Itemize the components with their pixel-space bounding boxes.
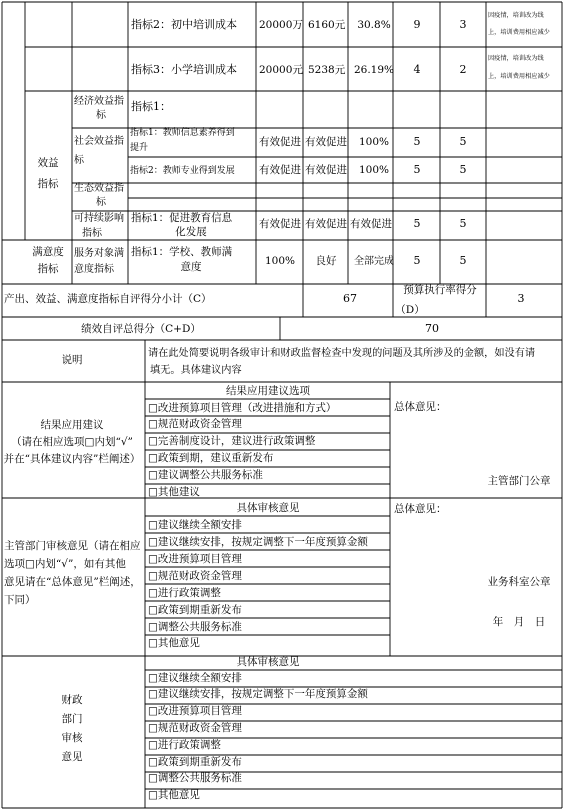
dept-option[interactable]: □政策到期重新发布 <box>148 604 242 616</box>
social-indicator-1-line1: 指标1：教师信息素养得到 <box>130 128 235 138</box>
satisfaction-indicator-line1: 指标1：学校、教师满 <box>131 246 233 258</box>
finance-review-header: 具体审核意见 <box>236 656 300 668</box>
indicator-3-reason-line1: 因疫情，培训改为线 <box>488 55 544 62</box>
subtotal-label: 产出、效益、满意度指标自评得分小计（C） <box>4 293 212 305</box>
finance-option[interactable]: □进行政策调整 <box>148 739 221 751</box>
benefit-group-line1: 效益 <box>37 157 59 169</box>
sustain-rate: 有效促进 <box>350 218 392 230</box>
dept-option[interactable]: □进行政策调整 <box>148 587 221 599</box>
total-label: 绩效自评总得分（C+D） <box>81 323 201 335</box>
output-row-2 <box>131 11 551 36</box>
sustain-indicator-line2: 化发展 <box>175 226 207 238</box>
econ-benefit-label-line1: 经济效益指 <box>74 96 124 107</box>
social-benefit-label-line2: 标 <box>74 155 84 166</box>
indicator-3-rate: 26.19% <box>353 64 395 76</box>
finance-label-line: 意见 <box>61 751 83 763</box>
explanation-section <box>62 346 536 376</box>
indicator-3-target: 20000元 <box>259 64 303 76</box>
sustain-weight: 5 <box>413 217 421 230</box>
sustain-actual: 有效促进 <box>305 218 347 230</box>
result-label-line2: （请在相应选项□内划“√” <box>11 436 133 448</box>
econ-benefit-label-line2: 标 <box>96 110 106 121</box>
dept-label-line2: 选项□内划“√”，如有其他 <box>4 558 126 570</box>
dept-label-line3: 意见请在“总体意见”栏阐述， <box>4 576 141 588</box>
indicator-2-rate: 30.8% <box>357 19 391 31</box>
satisfaction-target: 100% <box>264 255 296 267</box>
social-indicator-1-weight: 5 <box>413 135 421 148</box>
total-value: 70 <box>425 322 439 335</box>
benefit-group-line2: 指标 <box>37 178 59 190</box>
budget-score-value: 3 <box>517 292 525 305</box>
dept-option[interactable]: □规范财政资金管理 <box>148 570 242 582</box>
department-review-section <box>4 501 551 649</box>
finance-label-line: 审核 <box>61 732 83 744</box>
dept-option[interactable]: □建议继续全额安排 <box>148 519 242 531</box>
social-indicator-1-actual: 有效促进 <box>305 136 347 148</box>
result-option[interactable]: □其他建议 <box>148 486 200 498</box>
sustain-label-line2: 指标 <box>82 228 102 239</box>
result-option[interactable]: □规范财政资金管理 <box>148 418 242 430</box>
budget-score-label-line1: 预算执行率得分 <box>403 284 477 296</box>
finance-option[interactable]: □改进预算项目管理 <box>148 705 242 717</box>
satisfaction-rate: 全部完成 <box>354 256 394 267</box>
dept-review-header: 具体审核意见 <box>236 502 300 514</box>
explanation-label: 说明 <box>61 354 83 366</box>
budget-score-label-line2: （D） <box>395 304 425 316</box>
result-application-section <box>4 384 551 498</box>
finance-option[interactable]: □规范财政资金管理 <box>148 722 242 734</box>
indicator-2-reason-line1: 因疫情，培训改为线 <box>488 12 544 19</box>
indicator-2-target: 20000万 <box>259 19 303 31</box>
score-summary <box>4 283 525 335</box>
indicator-3-actual: 5238元 <box>308 64 346 76</box>
dept-overall-opinion: 总体意见： <box>394 503 447 515</box>
sustain-score: 5 <box>459 217 467 230</box>
indicator-3-weight: 4 <box>413 63 421 76</box>
sustain-label-line1: 可持续影响 <box>74 213 124 224</box>
indicator-3-reason-line2: 上，培训费用相应减少 <box>488 73 550 80</box>
indicator-2-reason-line2: 上，培训费用相应减少 <box>488 29 550 36</box>
dept-label-line4: 下同） <box>4 594 36 606</box>
social-indicator-1-rate: 100% <box>358 136 390 148</box>
indicator-3-score: 2 <box>459 63 467 76</box>
result-label-line3: 并在“具体建议内容”栏阐述） <box>3 453 141 465</box>
subtotal-value: 67 <box>343 292 357 305</box>
satisfaction-group-line2: 指标 <box>37 263 59 275</box>
eco-benefit-label-line1: 生态效益指 <box>74 183 124 194</box>
finance-option[interactable]: □政策到期重新发布 <box>148 756 242 768</box>
finance-option[interactable]: □建议继续安排，按规定调整下一年度预算金额 <box>148 688 368 700</box>
explanation-text-line2: 填无。具体建议内容 <box>150 365 242 376</box>
dept-sign-seal: 业务科室公章 <box>487 576 551 588</box>
satisfaction-label-line2: 意度指标 <box>74 264 114 275</box>
result-overall-opinion: 总体意见： <box>394 401 447 413</box>
result-label-line1: 结果应用建议 <box>40 419 104 431</box>
result-option[interactable]: □建议调整公共服务标准 <box>148 469 263 481</box>
dept-option[interactable]: □其他意见 <box>148 637 200 649</box>
finance-review-section <box>62 655 369 801</box>
social-indicator-2-weight: 5 <box>413 163 421 176</box>
indicator-2-weight: 9 <box>413 18 421 31</box>
explanation-text-line1: 请在此处简要说明各级审计和财政监督检查中发现的问题及其所涉及的金额，如没有请 <box>148 348 536 359</box>
eco-benefit-label-line2: 标 <box>96 197 106 208</box>
social-indicator-2-actual: 有效促进 <box>305 164 347 176</box>
finance-option[interactable]: □调整公共服务标准 <box>148 772 242 784</box>
satisfaction-section <box>32 245 466 275</box>
indicator-3-name: 指标3：小学培训成本 <box>131 63 237 76</box>
satisfaction-group-line1: 满意度 <box>32 246 64 258</box>
indicator-2-actual: 6160元 <box>308 19 346 31</box>
result-option[interactable]: □改进预算项目管理（改进措施和方式） <box>148 402 337 414</box>
social-indicator-1-target: 有效促进 <box>259 136 301 148</box>
dept-sign-date: 年 月 日 <box>492 616 546 628</box>
result-options-header: 结果应用建议选项 <box>226 385 310 397</box>
finance-option[interactable]: □建议继续全额安排 <box>148 672 242 684</box>
satisfaction-indicator-line2: 意度 <box>180 261 202 273</box>
econ-benefit-indicator: 指标1： <box>131 100 171 113</box>
result-sign-seal: 主管部门公章 <box>487 475 551 487</box>
indicator-2-name: 指标2：初中培训成本 <box>131 18 237 31</box>
social-indicator-2-score: 5 <box>459 163 467 176</box>
dept-option[interactable]: □调整公共服务标准 <box>148 621 242 633</box>
social-benefit-label-line1: 社会效益指 <box>74 136 124 147</box>
finance-label-line: 部门 <box>61 713 83 725</box>
social-indicator-2-rate: 100% <box>358 164 390 176</box>
dept-option[interactable]: □改进预算项目管理 <box>148 553 242 565</box>
benefit-section <box>38 94 467 239</box>
finance-option[interactable]: □其他意见 <box>148 789 200 801</box>
sustain-target: 有效促进 <box>259 218 301 230</box>
sustain-indicator-line1: 指标1：促进教育信息 <box>131 212 233 224</box>
finance-label-line: 财政 <box>61 694 83 706</box>
satisfaction-actual: 良好 <box>315 255 337 267</box>
dept-label-line1: 主管部门审核意见（请在相应 <box>4 540 141 552</box>
result-option[interactable]: □完善制度设计，建议进行政策调整 <box>148 435 316 447</box>
satisfaction-score: 5 <box>459 254 467 267</box>
satisfaction-label-line1: 服务对象满 <box>74 248 124 259</box>
social-indicator-2-target: 有效促进 <box>259 164 301 176</box>
result-option[interactable]: □政策到期，建议重新发布 <box>148 452 274 464</box>
satisfaction-weight: 5 <box>413 254 421 267</box>
dept-option[interactable]: □建议继续安排，按规定调整下一年度预算金额 <box>148 536 368 548</box>
output-row-3 <box>131 54 551 80</box>
social-indicator-1-score: 5 <box>459 135 467 148</box>
social-indicator-1-line2: 提升 <box>130 143 149 153</box>
social-indicator-2-name: 指标2：教师专业得到发展 <box>130 166 235 176</box>
indicator-2-score: 3 <box>459 18 467 31</box>
